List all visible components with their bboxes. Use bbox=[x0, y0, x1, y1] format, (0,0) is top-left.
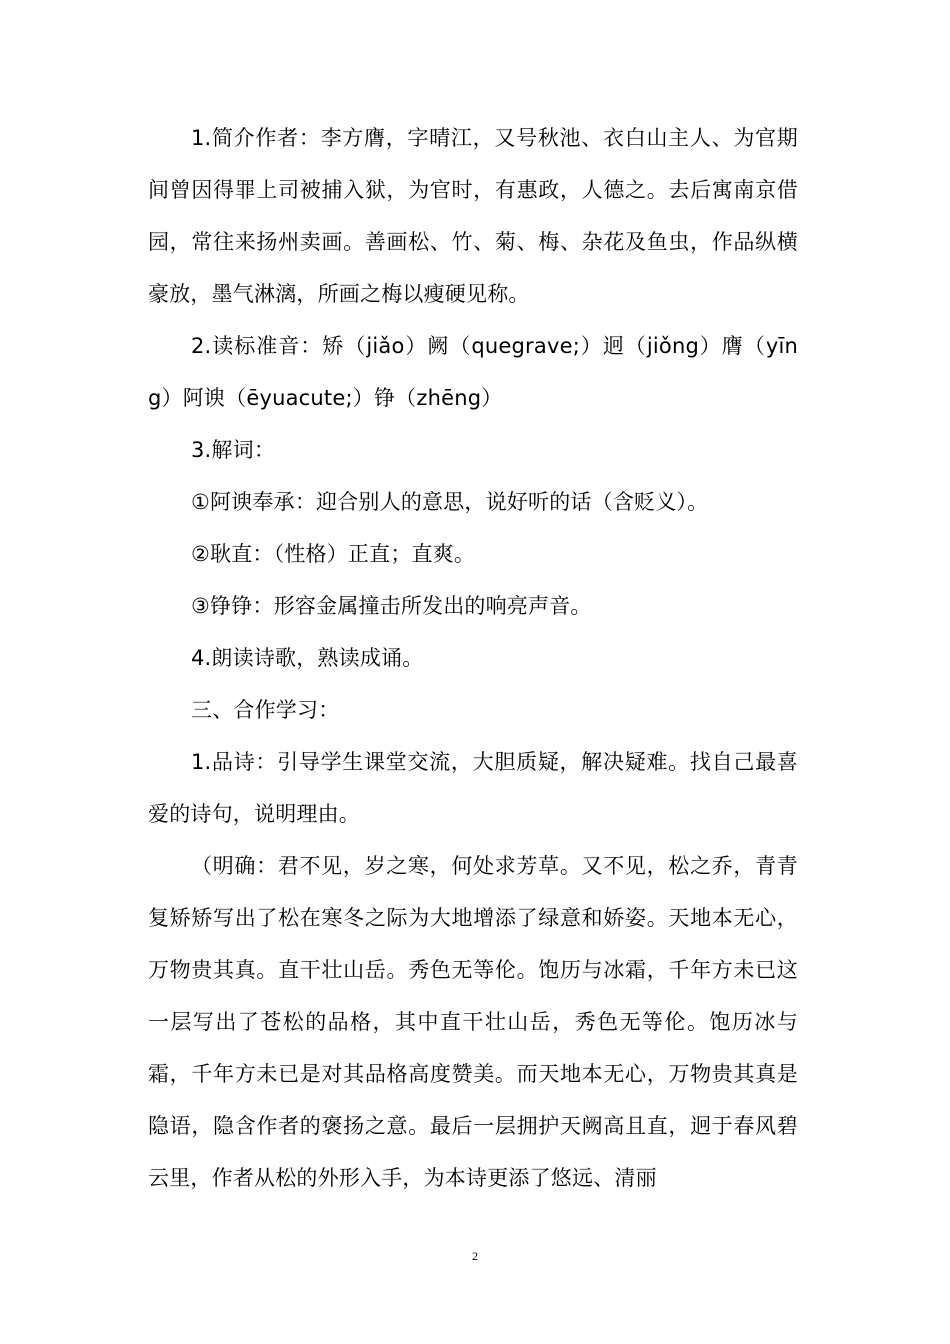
paragraph-vocab-item-3: ③铮铮：形容金属撞击所发出的响亮声音。 bbox=[191, 594, 592, 618]
paragraph-vocab-item-2: ②耿直：（性格）正直；直爽。 bbox=[191, 542, 476, 566]
paragraph-pronunciation: 2.读标准音：矫（jiǎo）阙（quegrave;）迥（jiǒng）膺（yīng）阿谀（ēyuacute;）铮（zhēng） bbox=[148, 334, 798, 410]
paragraph-clarification: （明确：君不见，岁之寒，何处求芳草。又不见，松之乔，青青复矫矫写出了松在寒冬之际为大地增添了绿意和娇姿。天地本无心，万物贵其真。直干壮山岳。秀色无等伦。饱历与冰霜，千年方未已这一层写出了苍松的品格，其中直干壮山岳，秀色无等伦。饱历冰与霜，千年方未已是对其品格高度赞美。而天地本无心，万物贵其真是隐语，隐含作者的褒扬之意。最后一层拥护天阙高且直，迥于春风碧云里，作者从松的外形入手，为本诗更添了悠远、清丽 bbox=[148, 854, 798, 1190]
paragraph-vocab-item-1: ①阿谀奉承：迎合别人的意思，说好听的话（含贬义）。 bbox=[191, 490, 709, 514]
document-body bbox=[148, 112, 798, 1204]
section-heading-cooperative-learning: 三、合作学习： bbox=[191, 698, 340, 722]
paragraph-poem-discussion: 1.品诗：引导学生课堂交流，大胆质疑，解决疑难。找自己最喜爱的诗句，说明理由。 bbox=[148, 750, 798, 826]
paragraph-recite: 4.朗读诗歌，熟读成诵。 bbox=[191, 646, 424, 670]
paragraph-vocabulary-heading: 3.解词： bbox=[191, 438, 276, 462]
paragraph-author-intro: 1.简介作者：李方膺，字晴江，又号秋池、衣白山主人、为官期间曾因得罪上司被捕入狱，为官时，有惠政，人德之。去后寓南京借园，常往来扬州卖画。善画松、竹、菊、梅、杂花及鱼虫，作品纵横豪放，墨气淋漓，所画之梅以瘦硬见称。 bbox=[148, 126, 798, 306]
page-number: 2 bbox=[472, 1249, 478, 1263]
